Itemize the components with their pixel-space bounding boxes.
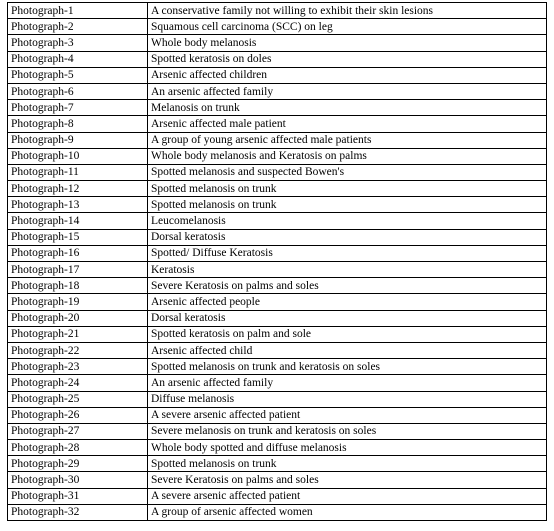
photograph-id-cell: Photograph-3 (8, 35, 148, 51)
photograph-description-cell: A severe arsenic affected patient (148, 488, 547, 504)
photograph-description-cell: Spotted melanosis on trunk (148, 197, 547, 213)
table-row (8, 197, 547, 213)
table-row (8, 278, 547, 294)
table-row (8, 294, 547, 310)
table-row (8, 35, 547, 51)
table-row (8, 423, 547, 439)
photograph-description-cell: Spotted melanosis on trunk (148, 181, 547, 197)
photograph-id-cell: Photograph-17 (8, 262, 148, 278)
table-row (8, 342, 547, 358)
photograph-id-cell: Photograph-19 (8, 294, 148, 310)
table-row (8, 472, 547, 488)
photograph-id-cell: Photograph-29 (8, 456, 148, 472)
photograph-description-cell: Severe melanosis on trunk and keratosis on soles (148, 423, 547, 439)
table-row (8, 3, 547, 19)
photograph-description-cell: Spotted melanosis on trunk (148, 456, 547, 472)
photograph-description-cell: Arsenic affected male patient (148, 116, 547, 132)
photograph-description-cell: Whole body melanosis and Keratosis on palms (148, 148, 547, 164)
photograph-description-cell: Spotted keratosis on palm and sole (148, 326, 547, 342)
photograph-description-cell: Melanosis on trunk (148, 100, 547, 116)
table-row (8, 391, 547, 407)
photograph-id-cell: Photograph-32 (8, 504, 148, 520)
table-row (8, 213, 547, 229)
photograph-id-cell: Photograph-15 (8, 229, 148, 245)
table-row (8, 488, 547, 504)
photograph-description-cell: Spotted melanosis on trunk and keratosis on soles (148, 359, 547, 375)
photograph-description-cell: Dorsal keratosis (148, 229, 547, 245)
photograph-id-cell: Photograph-23 (8, 359, 148, 375)
table-row (8, 407, 547, 423)
photograph-description-cell: Diffuse melanosis (148, 391, 547, 407)
table-row (8, 164, 547, 180)
photograph-id-cell: Photograph-11 (8, 164, 148, 180)
photograph-id-cell: Photograph-31 (8, 488, 148, 504)
photograph-id-cell: Photograph-8 (8, 116, 148, 132)
photograph-id-cell: Photograph-6 (8, 83, 148, 99)
photograph-id-cell: Photograph-30 (8, 472, 148, 488)
table-row (8, 375, 547, 391)
table-row (8, 181, 547, 197)
photograph-id-cell: Photograph-9 (8, 132, 148, 148)
photograph-description-cell: A group of young arsenic affected male patients (148, 132, 547, 148)
photograph-description-cell: Spotted/ Diffuse Keratosis (148, 245, 547, 261)
table-row (8, 229, 547, 245)
photograph-id-cell: Photograph-13 (8, 197, 148, 213)
photograph-id-cell: Photograph-1 (8, 3, 148, 19)
table-row (8, 19, 547, 35)
table-row (8, 148, 547, 164)
photograph-description-cell: Leucomelanosis (148, 213, 547, 229)
photograph-description-cell: Dorsal keratosis (148, 310, 547, 326)
photograph-id-cell: Photograph-20 (8, 310, 148, 326)
photograph-id-cell: Photograph-12 (8, 181, 148, 197)
photograph-description-cell: Squamous cell carcinoma (SCC) on leg (148, 19, 547, 35)
photograph-id-cell: Photograph-22 (8, 342, 148, 358)
photograph-id-cell: Photograph-21 (8, 326, 148, 342)
photograph-id-cell: Photograph-2 (8, 19, 148, 35)
photograph-description-cell: Severe Keratosis on palms and soles (148, 278, 547, 294)
photograph-description-cell: Arsenic affected child (148, 342, 547, 358)
table-row (8, 456, 547, 472)
photograph-description-cell: Spotted keratosis on doles (148, 51, 547, 67)
photograph-description-cell: An arsenic affected family (148, 375, 547, 391)
photograph-id-cell: Photograph-7 (8, 100, 148, 116)
photograph-id-cell: Photograph-25 (8, 391, 148, 407)
table-row (8, 100, 547, 116)
photograph-id-cell: Photograph-5 (8, 67, 148, 83)
photograph-description-cell: Arsenic affected people (148, 294, 547, 310)
photograph-description-cell: A group of arsenic affected women (148, 504, 547, 520)
table-row (8, 116, 547, 132)
photograph-id-cell: Photograph-14 (8, 213, 148, 229)
photograph-id-cell: Photograph-27 (8, 423, 148, 439)
photograph-description-cell: Keratosis (148, 262, 547, 278)
photograph-id-cell: Photograph-10 (8, 148, 148, 164)
table-row (8, 310, 547, 326)
table-row (8, 132, 547, 148)
photograph-id-cell: Photograph-4 (8, 51, 148, 67)
table-row (8, 326, 547, 342)
photograph-id-cell: Photograph-28 (8, 440, 148, 456)
photograph-list-body (8, 3, 547, 521)
photograph-description-cell: Severe Keratosis on palms and soles (148, 472, 547, 488)
table-row (8, 440, 547, 456)
photograph-id-cell: Photograph-18 (8, 278, 148, 294)
photograph-description-cell: A severe arsenic affected patient (148, 407, 547, 423)
photograph-id-cell: Photograph-16 (8, 245, 148, 261)
photograph-description-cell: A conservative family not willing to exhibit their skin lesions (148, 3, 547, 19)
table-row (8, 359, 547, 375)
photograph-id-cell: Photograph-26 (8, 407, 148, 423)
photograph-id-cell: Photograph-24 (8, 375, 148, 391)
photograph-description-cell: Whole body melanosis (148, 35, 547, 51)
table-row (8, 51, 547, 67)
photograph-description-cell: Arsenic affected children (148, 67, 547, 83)
table-row (8, 83, 547, 99)
photograph-list-table (7, 2, 547, 521)
table-row (8, 504, 547, 520)
photograph-description-cell: Whole body spotted and diffuse melanosis (148, 440, 547, 456)
photograph-description-cell: Spotted melanosis and suspected Bowen's (148, 164, 547, 180)
table-row (8, 245, 547, 261)
table-row (8, 67, 547, 83)
table-row (8, 262, 547, 278)
photograph-description-cell: An arsenic affected family (148, 83, 547, 99)
